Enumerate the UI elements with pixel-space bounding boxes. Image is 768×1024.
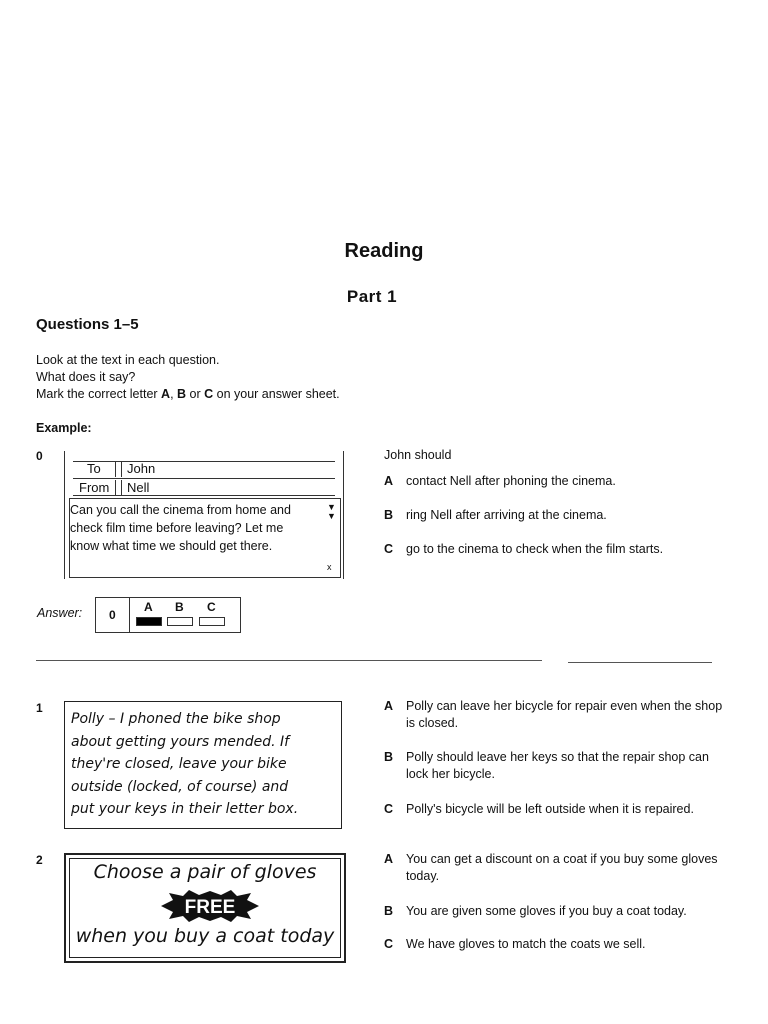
note-line: they're closed, leave your bike: [71, 756, 287, 772]
option-text: Polly can leave her bicycle for repair even when the shop is closed.: [406, 699, 723, 730]
q1-option-c: [384, 801, 744, 819]
q2-option-c: [384, 936, 744, 954]
option-text: You are given some gloves if you buy a coat today.: [406, 904, 687, 918]
example-label: Example:: [36, 421, 92, 435]
note-line: outside (locked, of course) and: [71, 778, 289, 795]
divider: [115, 480, 116, 496]
sign-line: when you buy a coat today: [75, 925, 335, 947]
question-number: 1: [36, 701, 43, 715]
option-letter: B: [384, 904, 394, 918]
q1-option-a: [384, 698, 744, 734]
sign-line: Choose a pair of gloves: [93, 861, 317, 883]
from-value: Nell: [127, 480, 150, 495]
option-letter: C: [384, 937, 394, 951]
free-burst-icon: [161, 890, 259, 922]
option-text: go to the cinema to check when the film starts.: [406, 542, 664, 556]
option-text: Polly should leave her keys so that the repair shop can lock her bicycle.: [406, 750, 709, 781]
option-text: We have gloves to match the coats we sell.: [406, 937, 646, 951]
option-text: You can get a discount on a coat if you buy some gloves today.: [406, 852, 718, 883]
divider: [121, 480, 122, 496]
q2-option-a: [384, 851, 744, 887]
example-message-box: [64, 451, 344, 579]
questions-heading: Questions 1–5: [36, 316, 139, 333]
answer-bubble-c[interactable]: [199, 617, 225, 626]
to-value: John: [127, 461, 156, 476]
example-option-b: [384, 507, 744, 525]
instruction-line: Mark the correct letter A, B or C on your answer sheet.: [36, 387, 340, 401]
note-text: [65, 702, 341, 821]
advert-sign: [64, 853, 346, 963]
option-letter: A: [384, 474, 394, 488]
option-letter: A: [384, 852, 394, 866]
divider: [73, 478, 335, 479]
separator: [568, 662, 712, 663]
option-letter: C: [384, 802, 394, 816]
to-label: To: [87, 461, 101, 476]
free-label: FREE: [184, 897, 236, 918]
option-letter: B: [384, 508, 394, 522]
option-text: ring Nell after arriving at the cinema.: [406, 508, 607, 522]
example-option-c: [384, 541, 744, 559]
answer-letter-c: C: [207, 600, 216, 614]
question-number: 2: [36, 853, 43, 867]
part-heading: Part 1: [346, 287, 398, 306]
divider: [121, 461, 122, 477]
instruction-line: What does it say?: [36, 370, 136, 384]
option-text: contact Nell after phoning the cinema.: [406, 474, 616, 488]
example-stem: John should: [384, 448, 452, 462]
close-icon: x: [327, 562, 332, 572]
note-line: Polly – I phoned the bike shop: [71, 711, 281, 727]
option-letter: C: [384, 542, 394, 556]
example-option-a: [384, 473, 744, 491]
message-body: Can you call the cinema from home and check film time before leaving? Let me know what time we should get there.: [70, 503, 291, 553]
answer-label: Answer:: [37, 606, 83, 620]
note-line: about getting yours mended. If: [71, 733, 290, 750]
divider: [115, 461, 116, 477]
separator: [36, 660, 542, 661]
handwritten-note: [64, 701, 342, 829]
option-text: Polly's bicycle will be left outside when it is repaired.: [406, 802, 694, 816]
answer-letter-a: A: [144, 600, 153, 614]
divider: [73, 461, 335, 462]
note-line: put your keys in their letter box.: [71, 801, 299, 817]
option-letter: B: [384, 750, 394, 764]
answer-bubble-b[interactable]: [167, 617, 193, 626]
scroll-down-icon: ▼ ▼: [327, 502, 336, 521]
instruction-line: Look at the text in each question.: [36, 353, 220, 367]
option-letter: A: [384, 699, 394, 713]
answer-number: 0: [109, 608, 116, 622]
example-number: 0: [36, 449, 43, 463]
q1-option-b: [384, 749, 744, 785]
answer-bubble-a[interactable]: [136, 617, 162, 626]
from-label: From: [79, 480, 110, 495]
divider: [73, 495, 335, 496]
page-title: Reading: [344, 240, 424, 262]
q2-option-b: [384, 903, 744, 921]
divider: [129, 598, 130, 632]
answer-grid: [95, 597, 241, 633]
answer-letter-b: B: [175, 600, 184, 614]
instructions: [36, 352, 340, 403]
